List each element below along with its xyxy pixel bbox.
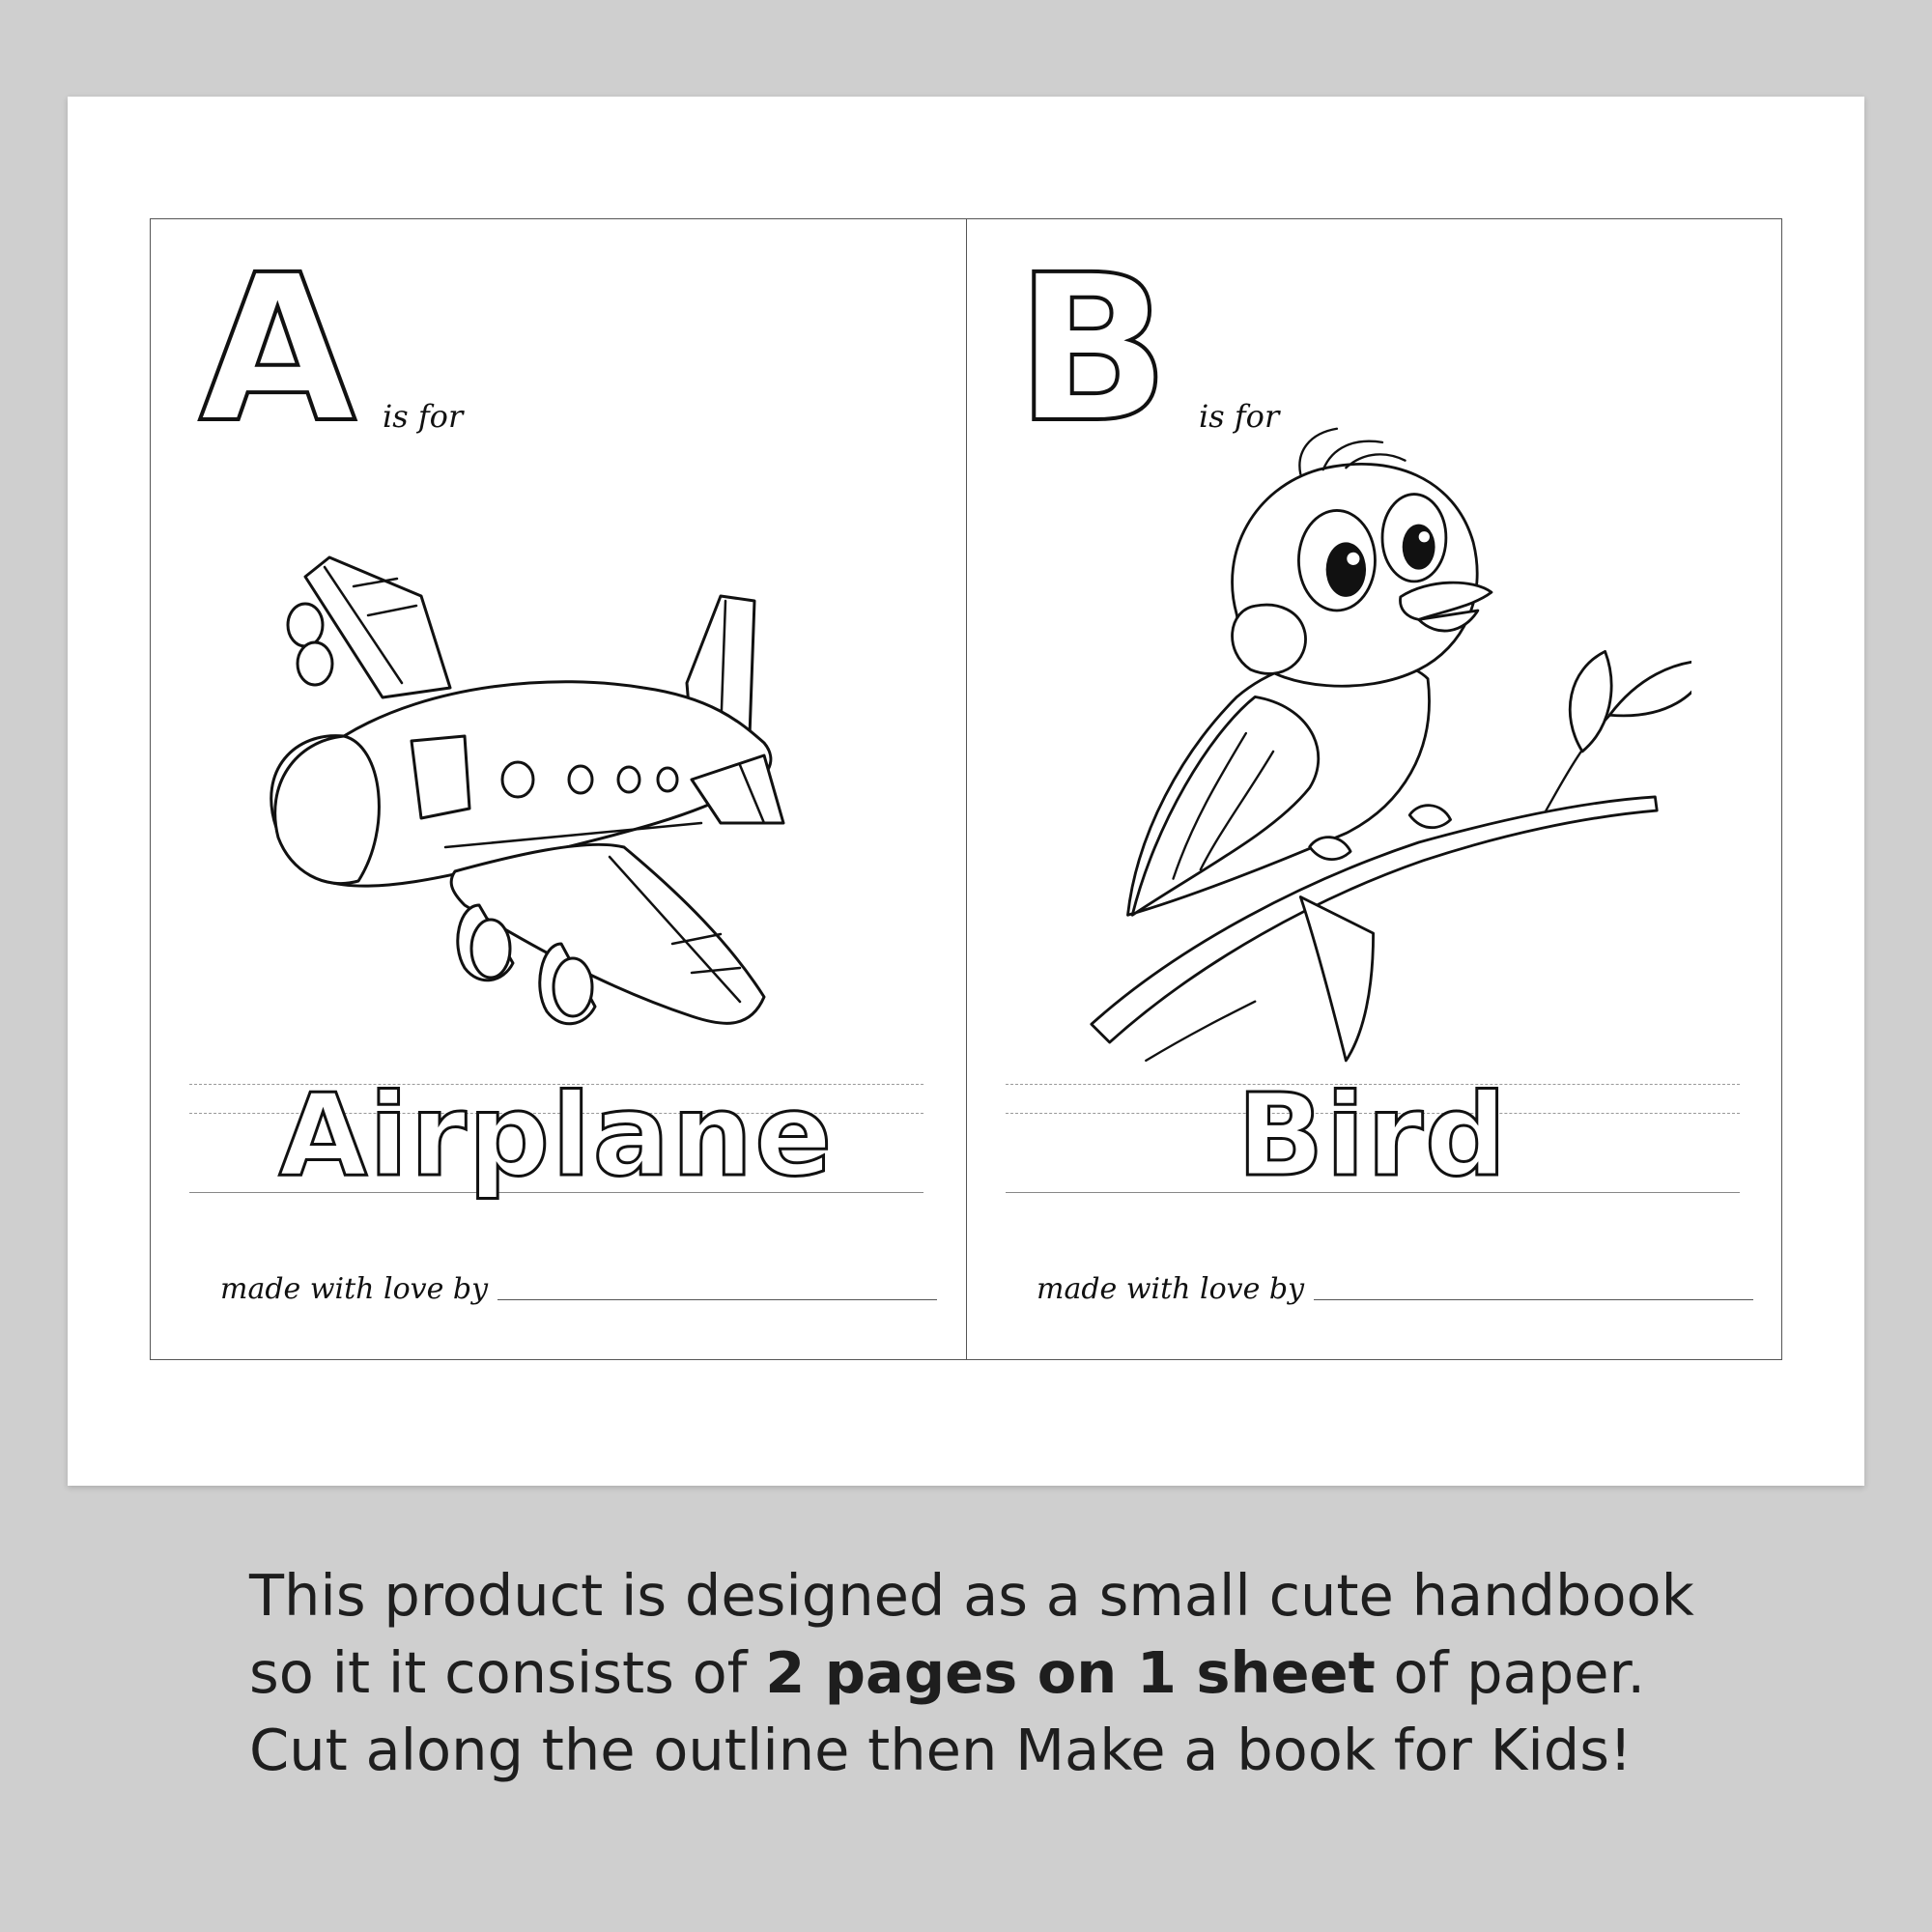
product-description — [249, 1557, 1756, 1789]
bird-illustration — [1073, 277, 1691, 1098]
made-by-field — [1037, 1272, 1753, 1306]
cut-outline — [150, 218, 1782, 1360]
caption-line-3: Cut along the outline then Make a book for Kids! — [249, 1717, 1633, 1783]
page-b — [967, 219, 1783, 1359]
tracing-lines — [189, 1068, 923, 1209]
made-by-field — [220, 1272, 937, 1306]
page-letter: A — [199, 231, 356, 468]
page-a — [151, 219, 967, 1359]
name-blank-line[interactable] — [497, 1299, 937, 1300]
caption-line-2-end: of paper. — [1375, 1639, 1646, 1706]
airplane-illustration — [238, 490, 895, 1089]
caption-line-2 — [249, 1634, 1756, 1712]
made-by-label: made with love by — [220, 1272, 489, 1306]
page-letter: B — [1015, 231, 1171, 468]
caption-line-2-start: so it it consists of — [249, 1639, 766, 1706]
is-for-label: is for — [383, 398, 464, 435]
name-blank-line[interactable] — [1314, 1299, 1753, 1300]
trace-word: Bird — [1236, 1068, 1509, 1202]
tracing-lines — [1006, 1068, 1740, 1209]
caption-line-1: This product is designed as a small cute handbook — [249, 1562, 1694, 1629]
made-by-label: made with love by — [1037, 1272, 1305, 1306]
printable-sheet — [68, 97, 1864, 1486]
is-for-label: is for — [1199, 398, 1280, 435]
trace-word: Airplane — [278, 1068, 835, 1202]
caption-line-2-bold: 2 pages on 1 sheet — [765, 1639, 1376, 1706]
